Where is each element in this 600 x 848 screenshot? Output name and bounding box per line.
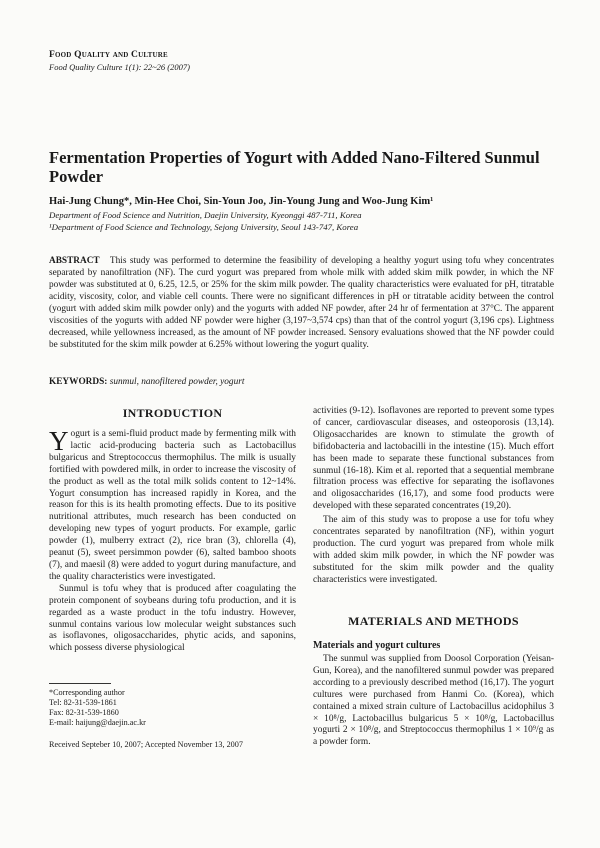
keywords	[49, 377, 244, 387]
intro-paragraph-3: activities (9-12). Isoflavones are reported to prevent some types of cancer, cardiovascular diseases, and osteoporosis (13,14). Oligosaccharides are known to stimulate the growth of bifidobacteria and lactobacilli in the intestine (15). Much effort has been made to separate these functional substances from sunmul (16-18). Kim et al. reported that a sequential membrane filtration process was effective for separating the isoflavones and oligosaccharides (16,17), and some food products were developed with these separated concentrates (19,20).	[313, 406, 554, 512]
introduction-heading: INTRODUCTION	[122, 406, 223, 420]
affiliation-2: ¹Department of Food Science and Technology, Sejong University, Seoul 143-747, Korea	[49, 222, 359, 232]
abstract	[49, 255, 554, 351]
intro-paragraph-1	[49, 426, 296, 584]
footnote-line: Fax: 82-31-539-1860	[49, 708, 119, 717]
intro-paragraph-2: Sunmul is tofu whey that is produced after coagulating the protein component of soybeans during tofu production, and it is regarded as a waste product in the tofu industry. However, sunmul contains various low molecular weight substances such as isoflavones, oligosaccharides, phytic acids, and saponins, which possess diverse physiological	[49, 583, 296, 654]
affiliation-1: Department of Food Science and Nutrition, Daejin University, Kyeonggi 487-711, Korea	[49, 210, 362, 220]
methods-paragraph: The sunmul was supplied from Doosol Corporation (Yeisan-Gun, Korea), and the nanofiltered sunmul powder was prepared according to a previously described method (16,17). The yogurt cultures were purchased from Hanmi Co. (Korea), which contained a mixed strain culture of Lactobacillus acidophilus 3 × 10⁸/g, Lactobacillus bulgaricus 5 × 10⁸/g, Lactobacillus yogurti 2 × 10⁸/g, and Streptococcus thermophilus 1 × 10⁹/g as a powder form.	[313, 654, 554, 748]
intro-left-column	[49, 426, 296, 655]
footnote	[49, 688, 146, 728]
keywords-label: KEYWORDS:	[49, 377, 108, 387]
methods-subheading: Materials and yogurt cultures	[313, 640, 441, 651]
journal-name: Food Quality and Culture	[49, 50, 168, 60]
drop-cap: Y	[49, 426, 69, 456]
footnote-rule	[49, 683, 111, 684]
abstract-label: ABSTRACT	[49, 256, 100, 266]
methods-heading: MATERIALS AND METHODS	[348, 614, 519, 628]
footnote-line: *Corresponding author	[49, 688, 125, 697]
abstract-text: This study was performed to determine the feasibility of developing a healthy yogurt using tofu whey concentrates separated by nanofiltration (NF). The curd yogurt was prepared from whole milk with added skim milk powder, in which the NF powder was substituted at 0, 6.25, 12.5, or 25% for the skim milk powder. The quality characteristics were evaluated for pH, titratable acidity, viscosity, color, and viable cell counts. There were no significant differences in pH or titratable acidity between the control (yogurt with added skim milk powder only) and the yogurts with added NF powder, after 24 hr of fermentation at 37°C. The apparent viscosities of the yogurts with added NF powder were higher (3,197~3,574 cps) than that of the control yogurt (3,196 cps). Lightness decreased, while yellowness increased, as the amount of NF powder increased. Sensory evaluations showed that the NF powder could be substituted for the skim milk powder at 6.25% without lowering the yogurt quality.	[49, 256, 554, 350]
intro-paragraph-4: The aim of this study was to propose a use for tofu whey concentrates separated by nanofiltration (NF), within yogurt production. The curd yogurt was prepared from whole milk with added skim milk powder, in which the NF powder was substituted for the skim milk powder and the quality characteristics were investigated.	[313, 515, 554, 585]
received-dates: Received Septeber 10, 2007; Accepted November 13, 2007	[49, 740, 243, 749]
footnote-line: E-mail: haijung@daejin.ac.kr	[49, 718, 146, 727]
intro-paragraph-1-text: ogurt is a semi-fluid product made by fermenting milk with lactic acid-producing bacteria such as Lactobacillus bulgaricus and Streptococcus thermophilus. The milk is usually fortified with powdered milk, in order to increase the viscosity of the product as well as the total milk solids content to 12~14%. Yogurt consumption has increased rapidly in Korea, and the reason for this is its health promoting effects. Due to its positive nutritional attributes, much research has been conducted on developing new types of yogurt products. For example, garlic powder (1), mulberry extract (2), rice bran (3), chlorella (4), peanut (5), sweet persimmon powder (6), salted bamboo shoots (7), and maesil (8) were added to yogurt during manufacture, and the quality characteristics were investigated.	[49, 429, 296, 582]
author-list: Hai-Jung Chung*, Min-Hee Choi, Sin-Youn Joo, Jin-Young Jung and Woo-Jung Kim¹	[49, 196, 434, 207]
intro-right-column	[313, 406, 554, 587]
footnote-line: Tel: 82-31-539-1861	[49, 698, 117, 707]
journal-citation: Food Quality Culture 1(1): 22~26 (2007)	[49, 62, 190, 72]
paper-title: Fermentation Properties of Yogurt with Added Nano-Filtered Sunmul Powder	[49, 148, 540, 186]
keywords-text: sunmul, nanofiltered powder, yogurt	[109, 377, 245, 387]
